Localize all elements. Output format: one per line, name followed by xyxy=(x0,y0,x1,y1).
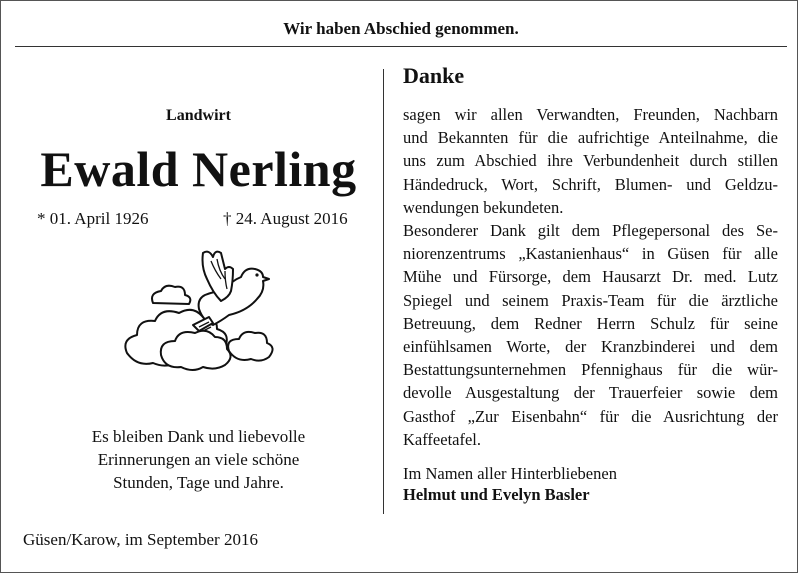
memorial-line: Stunden, Tage und Jahre. xyxy=(113,473,284,492)
thanks-line: Besonderer Dank gilt dem Pflegepersonal des Se- xyxy=(403,221,778,241)
memorial-text xyxy=(1,425,396,494)
memorial-line: Es bleiben Dank und liebevolle xyxy=(91,427,306,446)
birth-date: * 01. April 1926 xyxy=(37,209,149,228)
thanks-line: einfühlsamen Worte, der Kranzbinderei und dem xyxy=(403,337,778,357)
signoff: Im Namen aller Hinterbliebenen xyxy=(403,464,617,483)
occupation: Landwirt xyxy=(166,107,231,124)
thanks-heading: Danke xyxy=(403,63,465,88)
thanks-body xyxy=(403,103,778,451)
headline: Wir haben Abschied genommen. xyxy=(283,19,519,38)
thanks-line: Mühe und Fürsorge, dem Hausarzt Dr. med. Lutz xyxy=(403,267,778,287)
thanks-line: uns zum Abschied ihre Verbundenheit durch stillen xyxy=(403,151,778,171)
thanks-line: Betreuung, dem Redner Herrn Schulz für seine xyxy=(403,313,778,333)
thanks-line: Gasthof „Zur Eisenbahn“ für die Ausrichtung der xyxy=(403,406,778,426)
dove-on-clouds-icon xyxy=(121,243,276,378)
thanks-line: niorenzentrums „Kastanienhaus“ in Güsen für alle xyxy=(403,244,778,264)
thanks-line: sagen wir allen Verwandten, Freunden, Nachbarn xyxy=(403,105,778,124)
thanks-line: und Bekannten für die aufrichtige Anteilnahme, die xyxy=(403,128,778,148)
place-date: Güsen/Karow, im September 2016 xyxy=(23,530,258,549)
signers: Helmut und Evelyn Basler xyxy=(403,485,590,504)
thanks-line: Bestattungsunternehmen Pfennighaus für die wür- xyxy=(403,360,778,380)
thanks-line: Händedruck, Wort, Schrift, Blumen- und Geldzu- xyxy=(403,174,778,194)
top-rule xyxy=(15,46,787,47)
thanks-line: Kaffeetafel. xyxy=(403,429,482,449)
memorial-line: Erinnerungen an viele schöne xyxy=(97,450,300,469)
thanks-line: wendungen bekundeten. xyxy=(403,197,564,217)
thanks-line: Spiegel und seinem Praxis-Team für die ärztliche xyxy=(403,290,778,310)
deceased-name: Ewald Nerling xyxy=(40,141,357,197)
thanks-line: devolle Ausgestaltung der Trauerfeier sowie dem xyxy=(403,383,778,403)
death-date: † 24. August 2016 xyxy=(223,209,348,228)
